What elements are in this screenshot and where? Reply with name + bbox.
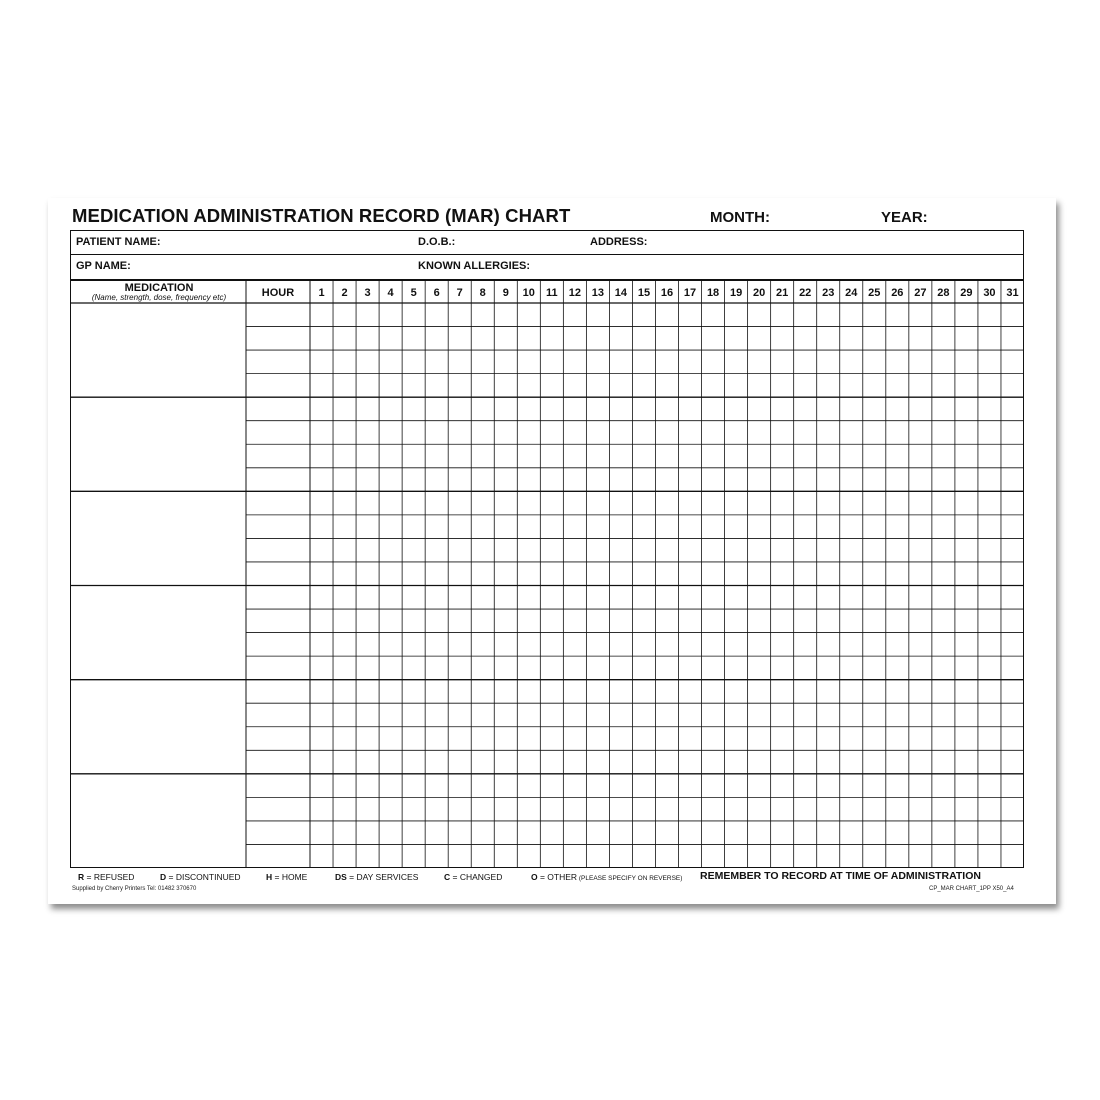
gp-name-field[interactable]: GP NAME: [76, 260, 131, 272]
day-header-24: 24 [845, 287, 858, 299]
legend-item-r: R = REFUSED [78, 872, 135, 882]
day-header-29: 29 [960, 287, 973, 299]
day-header-22: 22 [799, 287, 812, 299]
day-header-23: 23 [822, 287, 835, 299]
day-header-21: 21 [776, 287, 789, 299]
day-header-19: 19 [729, 287, 743, 299]
medication-subheader: (Name, strength, dose, frequency etc) [91, 293, 227, 302]
day-header-1: 1 [318, 287, 325, 299]
day-header-30: 30 [983, 287, 996, 299]
day-header-16: 16 [660, 287, 674, 299]
day-header-9: 9 [502, 287, 509, 299]
day-header-14: 14 [614, 287, 628, 299]
dob-field[interactable]: D.O.B.: [418, 236, 456, 248]
hour-header: HOUR [261, 287, 295, 299]
day-header-10: 10 [522, 287, 535, 299]
day-header-20: 20 [753, 287, 766, 299]
day-header-31: 31 [1006, 287, 1019, 299]
day-header-7: 7 [456, 287, 463, 299]
legend-item-ds: DS = DAY SERVICES [335, 872, 419, 882]
day-header-6: 6 [433, 287, 440, 299]
supplier-text: Supplied by Cherry Printers Tel: 01482 370670 [72, 886, 197, 892]
month-label: MONTH: [710, 209, 770, 226]
day-header-25: 25 [868, 287, 881, 299]
day-header-4: 4 [387, 287, 394, 299]
day-header-11: 11 [546, 287, 558, 299]
day-header-3: 3 [364, 287, 371, 299]
year-label: YEAR: [881, 209, 928, 226]
day-header-13: 13 [591, 287, 605, 299]
day-header-15: 15 [637, 287, 651, 299]
day-header-27: 27 [914, 287, 927, 299]
day-header-26: 26 [891, 287, 904, 299]
reminder-text: REMEMBER TO RECORD AT TIME OF ADMINISTRATION [700, 870, 981, 882]
legend-item-c: C = CHANGED [444, 872, 503, 882]
legend-item-h: H = HOME [266, 872, 308, 882]
day-header-12: 12 [568, 287, 581, 299]
patient-name-field[interactable]: PATIENT NAME: [76, 236, 161, 248]
legend-item-d: D = DISCONTINUED [160, 872, 241, 882]
form-code: CP_MAR CHART_1PP X50_A4 [929, 886, 1014, 892]
day-header-18: 18 [706, 287, 720, 299]
known-allergies-field[interactable]: KNOWN ALLERGIES: [418, 260, 531, 272]
legend-item-o: O = OTHER (PLEASE SPECIFY ON REVERSE) [531, 872, 683, 882]
address-field[interactable]: ADDRESS: [590, 236, 648, 248]
day-header-8: 8 [479, 287, 486, 299]
form-title: MEDICATION ADMINISTRATION RECORD (MAR) CHART [72, 205, 571, 226]
day-header-5: 5 [410, 287, 417, 299]
medication-header: MEDICATION [124, 282, 194, 294]
day-header-2: 2 [341, 287, 348, 299]
day-header-17: 17 [683, 287, 697, 299]
day-header-28: 28 [937, 287, 950, 299]
